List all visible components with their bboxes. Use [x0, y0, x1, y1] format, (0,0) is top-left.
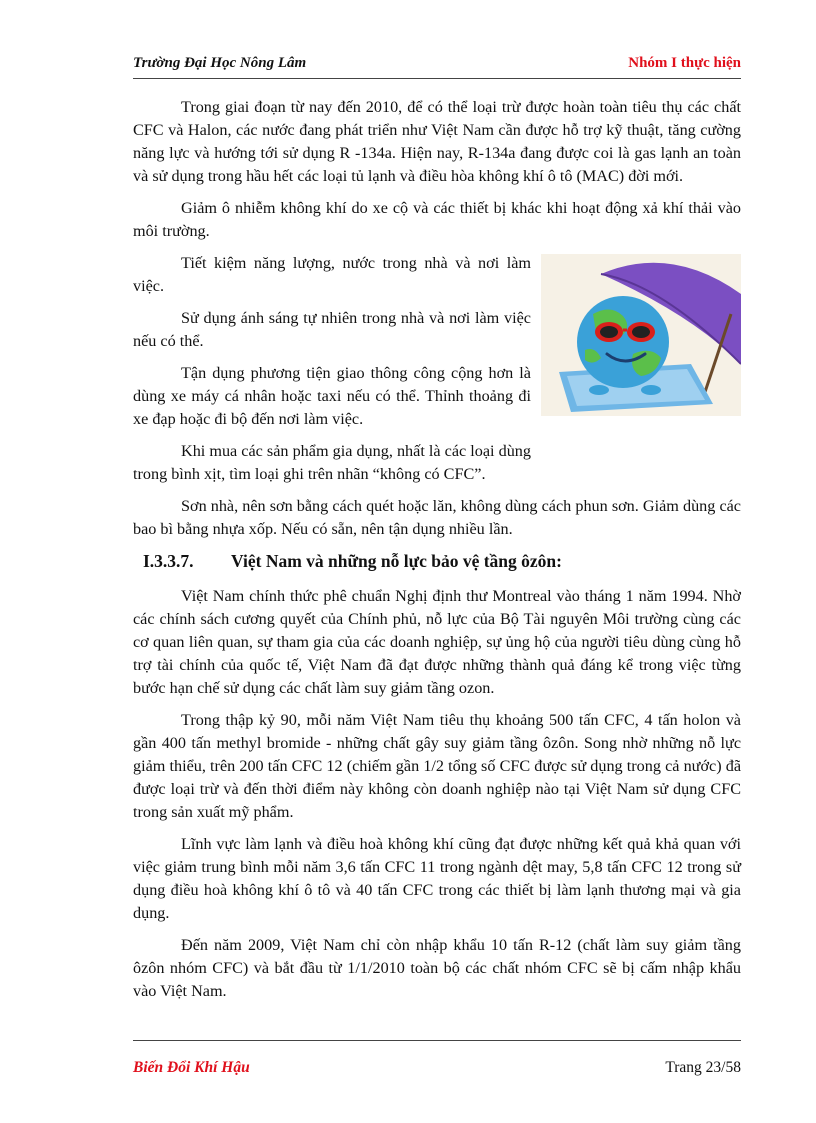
illustrated-text [133, 252, 531, 495]
paragraph: Trong giai đoạn từ nay đến 2010, để có thể loại trừ được hoàn toàn tiêu thụ các chất CFC và Halon, các nước đang phát triển như Việt Nam cần được hỗ trợ kỹ thuật, tăng cường năng lực và hướng tới sử dụng R -134a. Hiện nay, R-134a đang được coi là gas lạnh an toàn và sử dụng trong hầu hết các loại tủ lạnh và điều hòa không khí ô tô (MAC) đời mới. [133, 98, 741, 185]
paragraph: Tiết kiệm năng lượng, nước trong nhà và nơi làm việc. [133, 254, 531, 295]
footer-topic: Biến Đổi Khí Hậu [133, 1059, 250, 1076]
header-group-label: Nhóm I thực hiện [628, 55, 741, 71]
page-footer [133, 1040, 741, 1085]
paragraph: Tận dụng phương tiện giao thông công cộng hơn là dùng xe máy cá nhân hoặc taxi nếu có thể. Thỉnh thoảng đi xe đạp hoặc đi bộ đến nơi làm việc. [133, 364, 531, 428]
page-header [133, 50, 741, 79]
page-content [133, 96, 741, 1012]
page-number: Trang 23/58 [665, 1059, 741, 1076]
paragraph: Việt Nam chính thức phê chuẩn Nghị định thư Montreal vào tháng 1 năm 1994. Nhờ các chính sách cương quyết của Chính phủ, nỗ lực của Bộ Tài nguyên Môi trường cùng các cơ quan liên quan, sự tham gia của các doanh nghiệp, sự ủng hộ của người tiêu dùng cùng hỗ trợ tài chính của quốc tế, Việt Nam đã đạt được những thành quả đáng kể trong việc từng bước hạn chế sử dụng các chất làm suy giảm tầng ozon. [133, 587, 741, 697]
section-heading [143, 550, 741, 573]
paragraph: Sử dụng ánh sáng tự nhiên trong nhà và nơi làm việc nếu có thể. [133, 309, 531, 350]
earth-sunbathing-illustration [541, 254, 741, 416]
paragraph: Sơn nhà, nên sơn bằng cách quét hoặc lăn, không dùng cách phun sơn. Giảm dùng các bao bì bằng nhựa xốp. Nếu có sẵn, nên tận dụng nhiều lần. [133, 497, 741, 538]
illustrated-block [133, 252, 741, 495]
section-number: I.3.3.7. [143, 551, 194, 571]
paragraph: Đến năm 2009, Việt Nam chỉ còn nhập khẩu 10 tấn R-12 (chất làm suy giảm tầng ôzôn nhóm CFC) và bắt đầu từ 1/1/2010 toàn bộ các chất nhóm CFC sẽ bị cấm nhập khẩu vào Việt Nam. [133, 936, 741, 1000]
paragraph: Khi mua các sản phẩm gia dụng, nhất là các loại dùng trong bình xịt, tìm loại ghi trên nhãn “không có CFC”. [133, 442, 531, 483]
header-school-name: Trường Đại Học Nông Lâm [133, 55, 307, 71]
section-title: Việt Nam và những nỗ lực bảo vệ tầng ôzôn: [231, 551, 562, 571]
paragraph: Trong thập kỷ 90, mỗi năm Việt Nam tiêu thụ khoảng 500 tấn CFC, 4 tấn holon và gần 400 tấn methyl bromide - những chất gây suy giảm tầng ôzôn. Song nhờ những nỗ lực giảm thiểu, trên 200 tấn CFC 12 (chiếm gần 1/2 tổng số CFC được sử dụng trong cả nước) đã được loại trừ và đến thời điểm này không còn doanh nghiệp nào tại Việt Nam sử dụng CFC trong sản xuất mỹ phẩm. [133, 711, 741, 821]
paragraph: Giảm ô nhiễm không khí do xe cộ và các thiết bị khác khi hoạt động xả khí thải vào môi trường. [133, 199, 741, 240]
paragraph: Lĩnh vực làm lạnh và điều hoà không khí cũng đạt được những kết quả khả quan với việc giảm trung bình mỗi năm 3,6 tấn CFC 11 trong ngành dệt may, 5,8 tấn CFC 12 trong sử dụng điều hoà không khí ô tô và 40 tấn CFC trong các thiết bị làm lạnh thương mại và gia dụng. [133, 835, 741, 922]
